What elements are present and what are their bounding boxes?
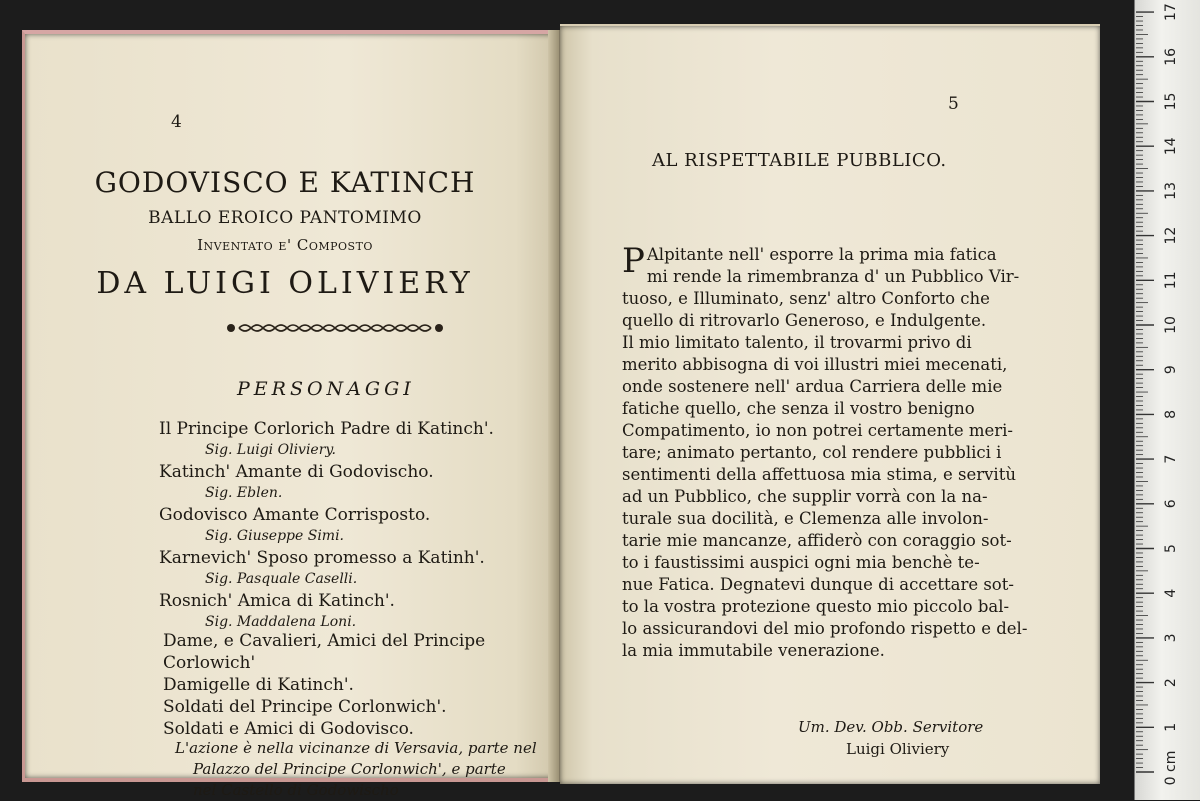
- body-line: to i faustissimi auspici ogni mia benchè te-: [622, 553, 980, 572]
- body-line: Alpitante nell' esporre la prima mia fatica: [646, 245, 997, 264]
- cast-role: Karnevich' Sposo promesso a Katinh'.: [159, 548, 485, 568]
- ruler-label: 8: [1163, 409, 1179, 419]
- signature-block: [798, 716, 983, 760]
- body-line: tare; animato pertanto, col rendere pubblici i: [622, 443, 1002, 462]
- extras-item: Damigelle di Katinch'.: [163, 675, 354, 695]
- ruler-label: 13: [1163, 181, 1179, 200]
- body-line: nue Fatica. Degnatevi dunque di accettare sot-: [622, 575, 1014, 594]
- setting-line: Palazzo del Principe Corlonwich', e parte: [193, 760, 506, 778]
- cast-role: Rosnich' Amica di Katinch'.: [159, 591, 395, 611]
- cast-actor: Sig. Eblen.: [205, 485, 283, 501]
- dedication-heading: AL RISPETTABILE PUBBLICO.: [652, 150, 947, 171]
- drop-cap: P: [622, 241, 645, 281]
- cast-actor: Sig. Pasquale Caselli.: [205, 571, 358, 587]
- ruler-label: 4: [1163, 588, 1179, 598]
- body-line: Compatimento, io non potrei certamente meri-: [622, 421, 1013, 440]
- setting-note: [175, 738, 555, 801]
- signature-closing: Um. Dev. Obb. Servitore: [798, 718, 984, 736]
- body-line: merito abbisogna di voi illustri miei mecenati,: [622, 355, 1008, 374]
- ruler-label: 16: [1163, 47, 1179, 66]
- body-line: to la vostra protezione questo mio piccolo bal-: [622, 597, 1010, 616]
- ruler-label: 9: [1163, 365, 1179, 375]
- left-page: [22, 30, 558, 799]
- ruler-scale: [1135, 0, 1200, 800]
- setting-line: nel Castello di Godowischo: [193, 781, 399, 799]
- ruler-label: 1: [1163, 722, 1179, 732]
- cast-role: Katinch' Amante di Godovischo.: [159, 462, 434, 482]
- right-page-number: 5: [948, 94, 959, 114]
- ruler-label: 12: [1163, 226, 1179, 245]
- measurement-ruler: [1134, 0, 1200, 800]
- body-line: turale sua docilità, e Clemenza alle involon-: [622, 509, 989, 528]
- cast-entry: [159, 418, 559, 461]
- cast-role: Godovisco Amante Corrisposto.: [159, 505, 431, 525]
- body-line: Il mio limitato talento, il trovarmi privo di: [622, 333, 972, 352]
- ruler-label: 5: [1163, 544, 1179, 553]
- extras-item: Soldati e Amici di Godovisco.: [163, 719, 414, 739]
- cast-role: Il Principe Corlorich Padre di Katinch'.: [159, 419, 494, 439]
- body-line: quello di ritrovarlo Generoso, e Indulgente.: [622, 311, 987, 330]
- extras-list: [163, 630, 563, 740]
- credit-line: Inventato e' Composto: [197, 236, 373, 254]
- cast-entry: [159, 590, 559, 633]
- ruler-label: 7: [1163, 454, 1179, 464]
- ruler-label: 17: [1163, 3, 1179, 22]
- left-page-number: 4: [171, 112, 182, 132]
- body-line: fatiche quello, che senza il vostro benigno: [622, 399, 975, 418]
- ornamental-rule-icon: [225, 320, 445, 336]
- body-line: mi rende la rimembranza d' un Pubblico Vir-: [646, 267, 1020, 286]
- body-line: ad un Pubblico, che supplir vorrà con la na-: [622, 487, 988, 506]
- cast-list: [159, 418, 559, 633]
- body-line: tarie mie mancanze, affiderò con coraggio sot-: [622, 531, 1012, 550]
- extras-item: Dame, e Cavalieri, Amici del Principe Corlowich': [163, 631, 486, 673]
- ballet-subtitle: BALLO EROICO PANTOMIMO: [148, 208, 422, 228]
- signature-name: Luigi Oliviery: [846, 740, 950, 758]
- ruler-label: 11: [1163, 271, 1179, 290]
- cast-actor: Sig. Giuseppe Simi.: [205, 528, 345, 544]
- cast-entry: [159, 547, 559, 590]
- cast-entry: [159, 504, 559, 547]
- cast-actor: Sig. Maddalena Loni.: [205, 614, 357, 630]
- dedication-body: [622, 241, 1028, 662]
- body-line: la mia immutabile venerazione.: [622, 641, 885, 660]
- body-line: lo assicurandovi del mio profondo rispetto e del-: [622, 619, 1028, 638]
- ruler-label: 6: [1163, 499, 1179, 509]
- ruler-label: 14: [1163, 137, 1179, 156]
- ballet-title: GODOVISCO E KATINCH: [94, 166, 476, 199]
- cast-actor: Sig. Luigi Oliviery.: [205, 442, 336, 458]
- ruler-label: 2: [1163, 678, 1179, 688]
- ruler-label: 15: [1163, 92, 1179, 111]
- body-line: tuoso, e Illuminato, senz' altro Conforto che: [622, 289, 990, 308]
- body-line: sentimenti della affettuosa mia stima, e servitù: [622, 465, 1016, 484]
- cast-heading: PERSONAGGI: [237, 378, 415, 400]
- extras-item: Soldati del Principe Corlonwich'.: [163, 697, 447, 717]
- ruler-label: 10: [1163, 316, 1179, 334]
- body-line: onde sostenere nell' ardua Carriera delle mie: [622, 377, 1003, 396]
- ruler-label: 3: [1163, 633, 1179, 643]
- ruler-label: 0 cm: [1163, 750, 1179, 786]
- cast-entry: [159, 461, 559, 504]
- right-page: [560, 24, 1100, 784]
- setting-line: L'azione è nella vicinanze di Versavia, parte nel: [175, 739, 537, 757]
- author-line: DA LUIGI OLIVIERY: [96, 266, 474, 301]
